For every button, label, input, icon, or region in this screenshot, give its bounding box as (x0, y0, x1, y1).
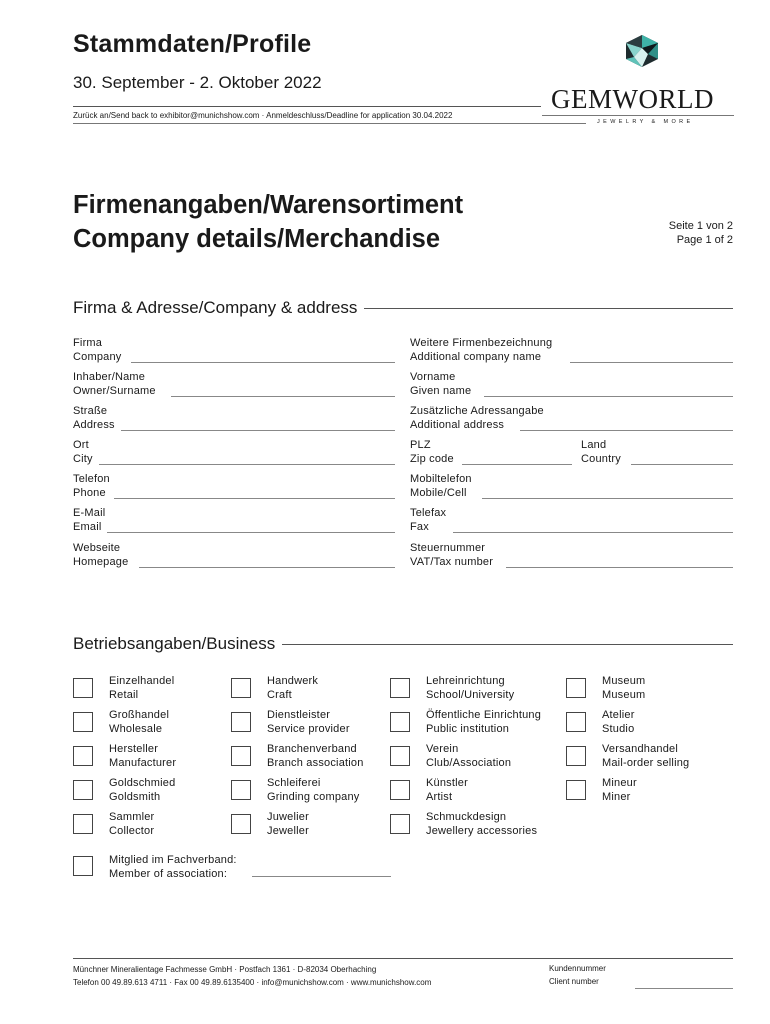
option-label-museum (602, 674, 645, 702)
checkbox-studio[interactable] (566, 712, 586, 732)
option-label-en: Club/Association (426, 757, 512, 769)
member-association-field[interactable] (252, 876, 391, 877)
option-label-en: Manufacturer (109, 757, 177, 769)
footer-line-address: Münchner Mineralientage Fachmesse GmbH · Postfach 1361 · D-82034 Oberhaching (73, 965, 377, 974)
event-dates: 30. September - 2. Oktober 2022 (73, 73, 322, 92)
member-label-en: Member of association: (109, 868, 228, 880)
owner-surname-label (73, 370, 156, 398)
option-label-public-institution (426, 708, 541, 736)
checkbox-jeweller[interactable] (231, 814, 251, 834)
zip-code-label-de: PLZ (410, 439, 431, 451)
option-label-craft (267, 674, 318, 702)
footer-divider (73, 958, 733, 959)
additional-company-name-field[interactable] (570, 362, 733, 363)
footer-address (73, 963, 431, 989)
section-rule (364, 308, 733, 309)
logo-wordmark: GEMWORLD (551, 84, 714, 114)
city-label-en: City (73, 453, 93, 465)
option-label-en: Grinding company (267, 791, 360, 803)
checkbox-retail[interactable] (73, 678, 93, 698)
given-name-field[interactable] (484, 396, 733, 397)
option-label-mail-order-selling (602, 742, 689, 770)
country-label-de: Land (581, 439, 607, 451)
option-label-de: Lehreinrichtung (426, 675, 505, 687)
city-field[interactable] (99, 464, 395, 465)
option-label-de: Museum (602, 675, 646, 687)
company-label-de: Firma (73, 337, 103, 349)
country-field[interactable] (631, 464, 733, 465)
option-label-jewellery-accessories (426, 810, 537, 838)
vat-tax-number-label (410, 541, 493, 569)
checkbox-grinding-company[interactable] (231, 780, 251, 800)
checkbox-wholesale[interactable] (73, 712, 93, 732)
option-label-wholesale (109, 708, 169, 736)
checkbox-branch-association[interactable] (231, 746, 251, 766)
client-number-label (549, 962, 606, 988)
checkbox-museum[interactable] (566, 678, 586, 698)
checkbox-service-provider[interactable] (231, 712, 251, 732)
additional-address-label (410, 404, 544, 432)
logo-divider (542, 115, 734, 116)
owner-surname-label-de: Inhaber/Name (73, 371, 146, 383)
option-label-club-association (426, 742, 511, 770)
mobile-label-de: Mobiltelefon (410, 473, 472, 485)
heading-line-de: Firmenangaben/Warensortiment (73, 191, 464, 219)
homepage-label (73, 541, 128, 569)
option-label-de: Künstler (426, 777, 468, 789)
option-label-de: Sammler (109, 811, 155, 823)
email-label-en: Email (73, 521, 102, 533)
business-section-label: Betriebsangaben/Business (73, 634, 276, 653)
additional-address-label-en: Additional address (410, 419, 505, 431)
logo-tagline: JEWELRY & MORE (597, 119, 694, 125)
option-label-de: Handwerk (267, 675, 319, 687)
additional-company-name-label-en: Additional company name (410, 351, 542, 363)
option-label-en: Studio (602, 723, 635, 735)
city-label (73, 438, 93, 466)
city-label-de: Ort (73, 439, 89, 451)
option-label-de: Juwelier (267, 811, 309, 823)
option-label-en: Retail (109, 689, 139, 701)
option-label-en: Public institution (426, 723, 510, 735)
option-label-de: Mineur (602, 777, 637, 789)
option-label-en: Branch association (267, 757, 364, 769)
address-field[interactable] (121, 430, 395, 431)
mobile-label-en: Mobile/Cell (410, 487, 467, 499)
homepage-label-en: Homepage (73, 556, 129, 568)
country-label (581, 438, 621, 466)
option-label-collector (109, 810, 154, 838)
checkbox-artist[interactable] (390, 780, 410, 800)
given-name-label-en: Given name (410, 385, 472, 397)
option-label-en: Craft (267, 689, 292, 701)
option-label-grinding-company (267, 776, 359, 804)
address-label-en: Address (73, 419, 115, 431)
section-rule (282, 644, 733, 645)
option-label-de: Hersteller (109, 743, 159, 755)
additional-address-field[interactable] (520, 430, 733, 431)
option-label-goldsmith (109, 776, 175, 804)
checkbox-collector[interactable] (73, 814, 93, 834)
option-label-en: Jeweller (267, 825, 309, 837)
fax-label (410, 506, 446, 534)
fax-label-en: Fax (410, 521, 429, 533)
company-section-label: Firma & Adresse/Company & address (73, 298, 358, 317)
return-note: Zurück an/Send back to exhibitor@munichshow.com · Anmeldeschluss/Deadline for application 30.04.2022 (73, 111, 453, 120)
option-label-en: Jewellery accessories (426, 825, 538, 837)
option-label-de: Goldschmied (109, 777, 176, 789)
option-label-en: Goldsmith (109, 791, 161, 803)
additional-company-name-label (410, 336, 552, 364)
email-label-de: E-Mail (73, 507, 106, 519)
member-label-de: Mitglied im Fachverband: (109, 854, 237, 866)
option-label-de: Einzelhandel (109, 675, 175, 687)
given-name-label (410, 370, 471, 398)
option-label-branch-association (267, 742, 364, 770)
checkbox-craft[interactable] (231, 678, 251, 698)
checkbox-goldsmith[interactable] (73, 780, 93, 800)
option-label-en: Service provider (267, 723, 350, 735)
phone-field[interactable] (114, 498, 395, 499)
option-label-studio (602, 708, 635, 736)
option-label-en: Wholesale (109, 723, 163, 735)
option-label-miner (602, 776, 637, 804)
phone-label (73, 472, 110, 500)
client-number-de: Kundennummer (549, 964, 606, 973)
company-field[interactable] (131, 362, 395, 363)
fax-field[interactable] (453, 532, 733, 533)
business-section-title (73, 634, 733, 654)
owner-surname-field[interactable] (171, 396, 395, 397)
option-label-en: School/University (426, 689, 515, 701)
homepage-label-de: Webseite (73, 542, 121, 554)
email-field[interactable] (107, 532, 395, 533)
option-label-de: Schleiferei (267, 777, 321, 789)
option-label-artist (426, 776, 468, 804)
checkbox-school-university[interactable] (390, 678, 410, 698)
address-label-de: Straße (73, 405, 108, 417)
email-label (73, 506, 105, 534)
option-label-en: Collector (109, 825, 155, 837)
option-label-de: Schmuckdesign (426, 811, 507, 823)
mobile-label (410, 472, 472, 500)
additional-address-label-de: Zusätzliche Adressangabe (410, 405, 544, 417)
option-label-de: Versandhandel (602, 743, 678, 755)
heading-line-en: Company details/Merchandise (73, 225, 441, 253)
client-number-field[interactable] (635, 988, 733, 989)
option-label-en: Miner (602, 791, 631, 803)
company-section-title (73, 298, 733, 318)
checkbox-miner[interactable] (566, 780, 586, 800)
option-label-en: Museum (602, 689, 646, 701)
given-name-label-de: Vorname (410, 371, 456, 383)
option-label-de: Branchenverband (267, 743, 357, 755)
client-number-en: Client number (549, 977, 599, 986)
checkbox-mail-order-selling[interactable] (566, 746, 586, 766)
option-label-jeweller (267, 810, 309, 838)
homepage-field[interactable] (139, 567, 395, 568)
vat-tax-number-field[interactable] (506, 567, 733, 568)
option-label-de: Atelier (602, 709, 635, 721)
additional-company-name-label-de: Weitere Firmenbezeichnung (410, 337, 553, 349)
member-association-label (109, 853, 237, 881)
page-indicator-de: Seite 1 von 2 (668, 220, 733, 232)
checkbox-club-association[interactable] (390, 746, 410, 766)
option-label-retail (109, 674, 174, 702)
option-label-de: Dienstleister (267, 709, 331, 721)
phone-label-de: Telefon (73, 473, 110, 485)
page-indicator (669, 219, 733, 247)
zip-code-field[interactable] (462, 464, 572, 465)
page-title: Stammdaten/Profile (73, 30, 312, 58)
option-label-de: Verein (426, 743, 459, 755)
page-indicator-en: Page 1 of 2 (676, 234, 733, 246)
company-label-en: Company (73, 351, 122, 363)
header-divider-lower (73, 123, 586, 124)
vat-tax-number-label-en: VAT/Tax number (410, 556, 494, 568)
zip-code-label (410, 438, 454, 466)
footer-line-contact: Telefon 00 49.89.613 4711 · Fax 00 49.89.6135400 · info@munichshow.com · www.munichshow.com (73, 978, 432, 987)
section-heading (73, 188, 463, 256)
checkbox-jewellery-accessories[interactable] (390, 814, 410, 834)
mobile-field[interactable] (482, 498, 733, 499)
vat-tax-number-label-de: Steuernummer (410, 542, 486, 554)
fax-label-de: Telefax (410, 507, 447, 519)
checkbox-manufacturer[interactable] (73, 746, 93, 766)
owner-surname-label-en: Owner/Surname (73, 385, 156, 397)
option-label-de: Öffentliche Einrichtung (426, 709, 542, 721)
option-label-en: Artist (426, 791, 453, 803)
country-label-en: Country (581, 453, 621, 465)
option-label-manufacturer (109, 742, 176, 770)
phone-label-en: Phone (73, 487, 106, 499)
option-label-service-provider (267, 708, 350, 736)
zip-code-label-en: Zip code (410, 453, 454, 465)
company-label (73, 336, 121, 364)
option-label-en: Mail-order selling (602, 757, 690, 769)
option-label-school-university (426, 674, 514, 702)
member-association-checkbox[interactable] (73, 856, 93, 876)
address-label (73, 404, 115, 432)
header-divider (73, 106, 541, 107)
option-label-de: Großhandel (109, 709, 170, 721)
checkbox-public-institution[interactable] (390, 712, 410, 732)
gemstone-icon (622, 34, 662, 68)
